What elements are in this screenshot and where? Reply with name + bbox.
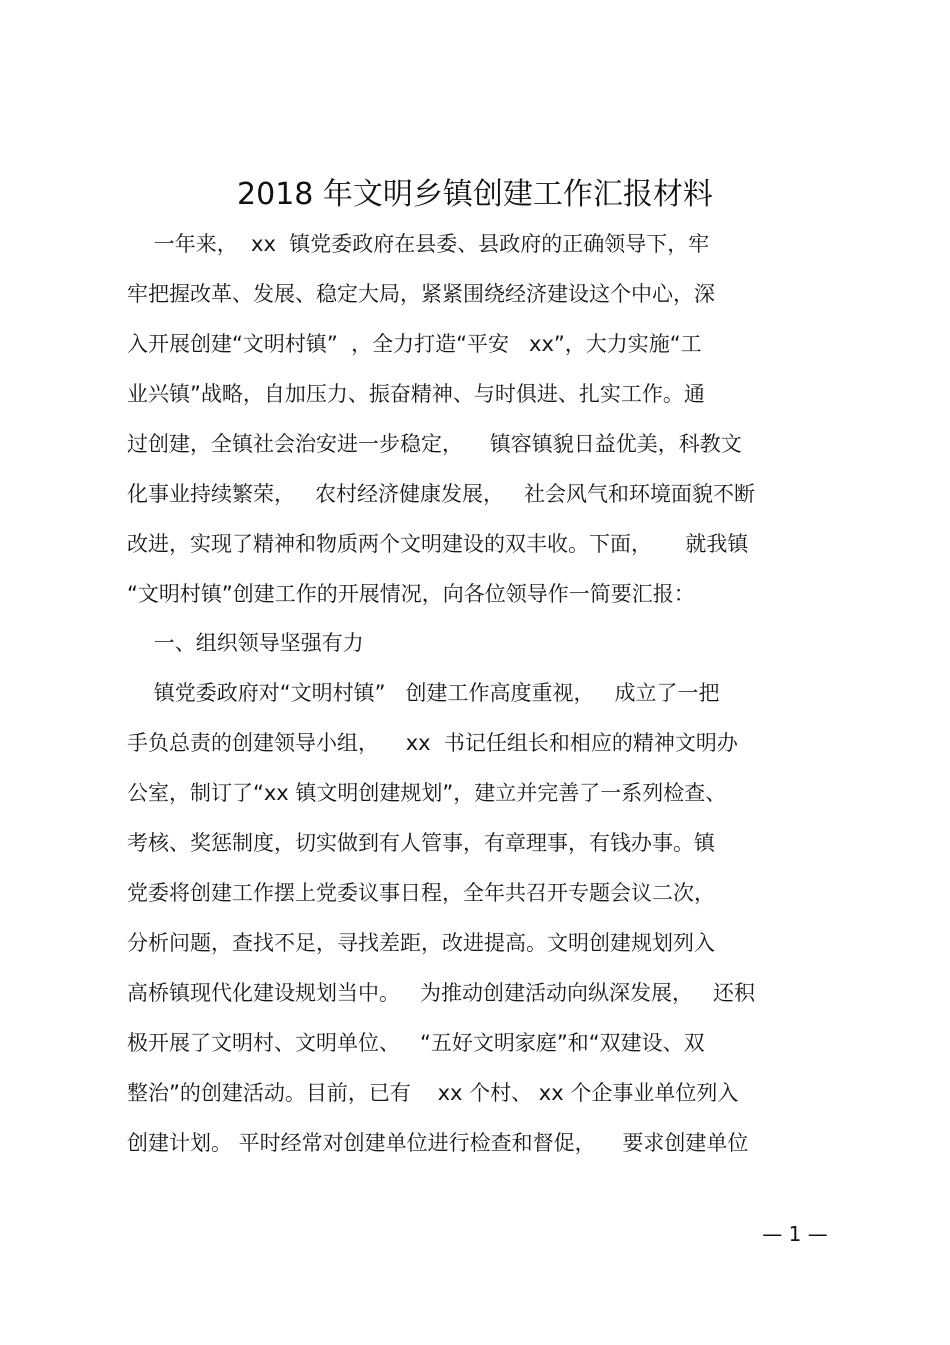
- body-text-line: “文明村镇”创建工作的开展情况，向各位领导作一简要汇报：: [127, 582, 695, 606]
- section-heading: 一、组织领导坚强有力: [127, 631, 364, 655]
- body-text-line: 分析问题，查找不足，寻找差距，改进提高。文明创建规划列入: [127, 931, 715, 955]
- body-text-line: 整治”的创建活动。目前，已有 xx 个村、 xx 个企事业单位列入: [127, 1081, 739, 1105]
- body-text-line: 镇党委政府对“文明村镇” 创建工作高度重视， 成立了一把: [127, 681, 720, 705]
- body-text-line: 极开展了文明村、文明单位、 “五好文明家庭”和“双建设、双: [127, 1031, 705, 1055]
- page-number: — 1 —: [762, 1222, 828, 1246]
- body-text-line: 化事业持续繁荣， 农村经济健康发展， 社会风气和环境面貌不断: [127, 482, 756, 506]
- body-text-line: 牢把握改革、发展、稳定大局，紧紧围绕经济建设这个中心，深: [127, 282, 715, 306]
- body-text-line: 高桥镇现代化建设规划当中。 为推动创建活动向纵深发展， 还积: [127, 981, 756, 1005]
- body-text-line: 党委将创建工作摆上党委议事日程，全年共召开专题会议二次，: [127, 881, 715, 905]
- document-title: 2018 年文明乡镇创建工作汇报材料: [237, 177, 713, 212]
- body-text-line: 业兴镇”战略，自加压力、振奋精神、与时俱进、扎实工作。通: [127, 382, 705, 406]
- body-text-line: 改进，实现了精神和物质两个文明建设的双丰收。下面， 就我镇: [127, 532, 749, 556]
- body-text-line: 手负总责的创建领导小组， xx 书记任组长和相应的精神文明办: [127, 731, 738, 755]
- body-text-line: 公室，制订了“xx 镇文明创建规划”，建立并完善了一系列检查、: [127, 781, 727, 805]
- body-text-line: 考核、奖惩制度，切实做到有人管事，有章理事，有钱办事。镇: [127, 831, 715, 855]
- body-text-line: 一年来， xx 镇党委政府在县委、县政府的正确领导下，牢: [127, 232, 710, 256]
- body-text-line: 过创建，全镇社会治安进一步稳定， 镇容镇貌日益优美，科教文: [127, 432, 742, 456]
- body-text-line: 创建计划。 平时经常对创建单位进行检查和督促， 要求创建单位: [127, 1131, 749, 1155]
- body-text-line: 入开展创建“文明村镇” ，全力打造“平安 xx”，大力实施“工: [127, 332, 702, 356]
